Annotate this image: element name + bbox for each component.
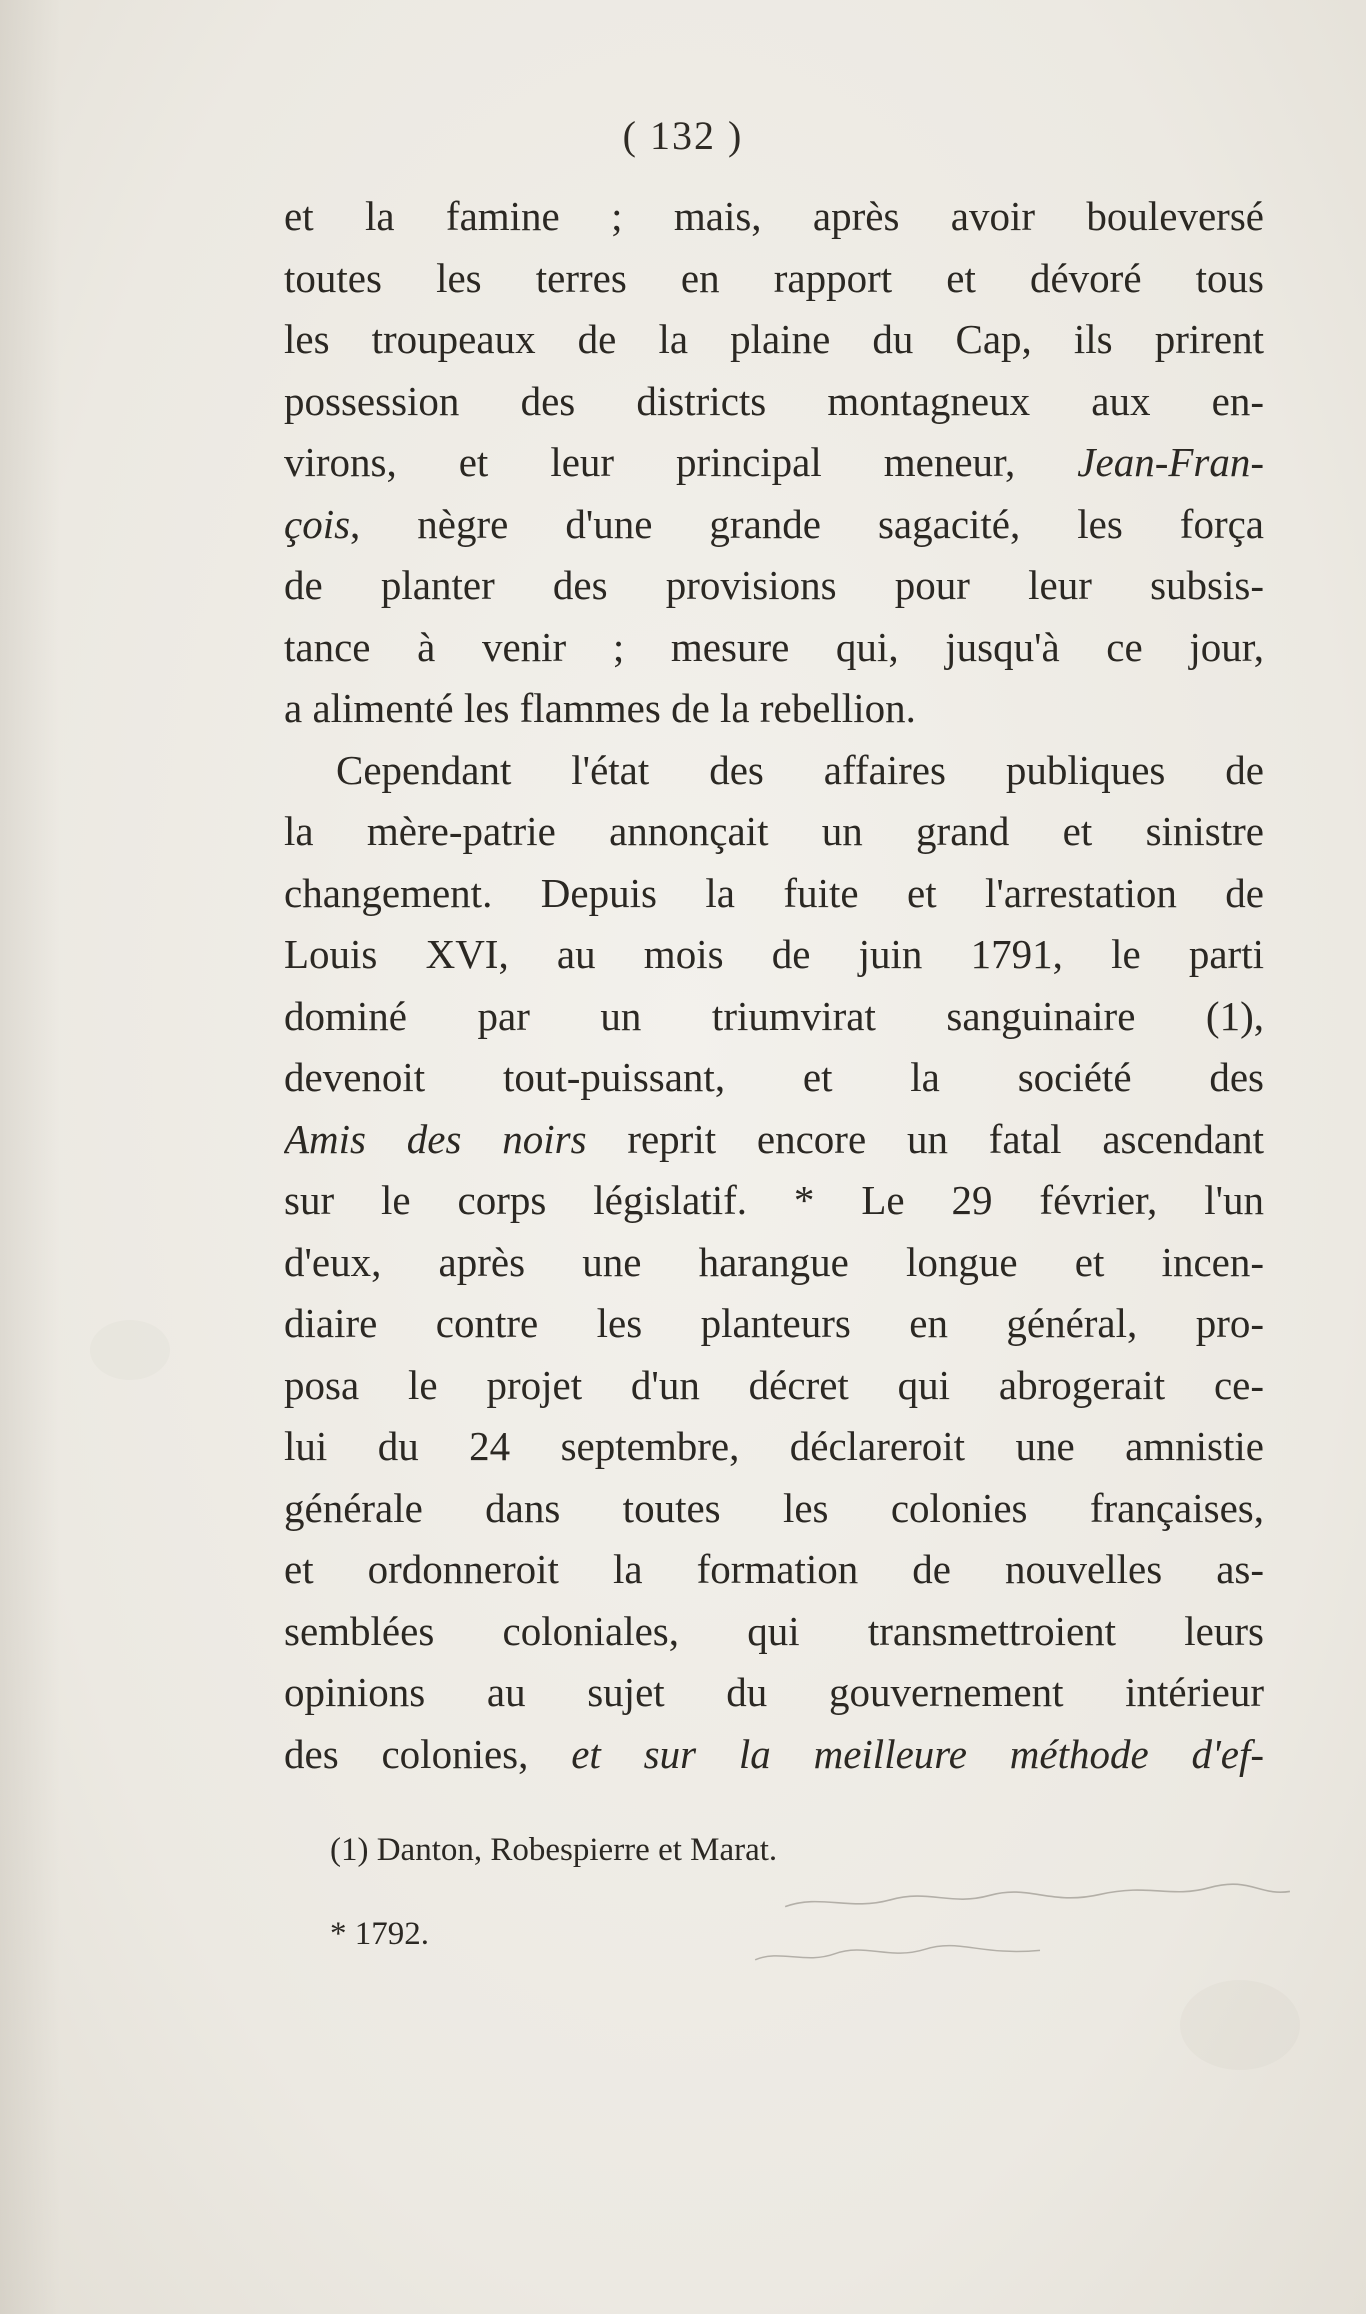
text-line: Louis XVI, au mois de juin 1791, le parti (284, 931, 1264, 977)
text-segment: reprit encore un fatal ascendant (586, 1115, 1264, 1162)
page-number: ( 132 ) (622, 113, 744, 158)
body-text (284, 186, 1264, 1785)
text-line: et ordonneroit la formation de nouvelles as- (284, 1546, 1264, 1592)
text-line: devenoit tout-puissant, et la société des (284, 1054, 1264, 1100)
footnote-1: (1) Danton, Robespierre et Marat. (330, 1832, 778, 1868)
text-line (284, 432, 1264, 494)
text-line: sur le corps législatif. * Le 29 février, l'un (284, 1177, 1264, 1223)
text-line: de planter des provisions pour leur subsis- (284, 562, 1264, 608)
text-line (284, 1109, 1264, 1171)
text-line: a alimenté les flammes de la rebellion. (284, 685, 916, 731)
italic-phrase: et sur la meilleure méthode d'ef- (571, 1730, 1264, 1777)
text-line: et la famine ; mais, après avoir bouleversé (284, 193, 1264, 239)
text-line: lui du 24 septembre, déclareroit une amnistie (284, 1423, 1264, 1469)
page-fold-shadow (0, 0, 60, 2314)
text-segment: virons, et leur principal meneur, (284, 439, 1078, 485)
text-line: possession des districts montagneux aux en- (284, 377, 1264, 424)
text-line: d'eux, après une harangue longue et incen- (284, 1238, 1264, 1285)
text-segment: , nègre d'une grande sagacité, les força (350, 500, 1264, 547)
text-line: semblées coloniales, qui transmettroient leurs (284, 1607, 1264, 1654)
italic-name: Jean-Fran- (1077, 439, 1264, 485)
paper-stain (1180, 1980, 1300, 2070)
italic-phrase: Amis des noirs (284, 1115, 587, 1162)
text-line: changement. Depuis la fuite et l'arrestation de (284, 869, 1264, 916)
paper-stain (90, 1320, 170, 1380)
text-line: dominé par un triumvirat sanguinaire (1), (284, 992, 1264, 1039)
text-line: diaire contre les planteurs en général, pro- (284, 1300, 1264, 1346)
text-line (284, 494, 1264, 556)
footnote-2: * 1792. (330, 1916, 429, 1952)
text-line: Cependant l'état des affaires publiques de (336, 746, 1264, 793)
text-line: posa le projet d'un décret qui abrogerait ce- (284, 1361, 1264, 1408)
text-line: opinions au sujet du gouvernement intérieur (284, 1669, 1264, 1715)
italic-name: çois (284, 500, 351, 547)
text-line: les troupeaux de la plaine du Cap, ils prirent (284, 316, 1264, 362)
text-line: la mère-patrie annonçait un grand et sinistre (284, 808, 1264, 854)
text-segment: des colonies, (284, 1730, 572, 1777)
text-line: tance à venir ; mesure qui, jusqu'à ce jour, (284, 623, 1264, 670)
text-line: toutes les terres en rapport et dévoré tous (284, 254, 1264, 301)
pencil-annotation (750, 1928, 1051, 1976)
text-line (284, 1724, 1264, 1786)
text-line: générale dans toutes les colonies françaises, (284, 1484, 1264, 1531)
